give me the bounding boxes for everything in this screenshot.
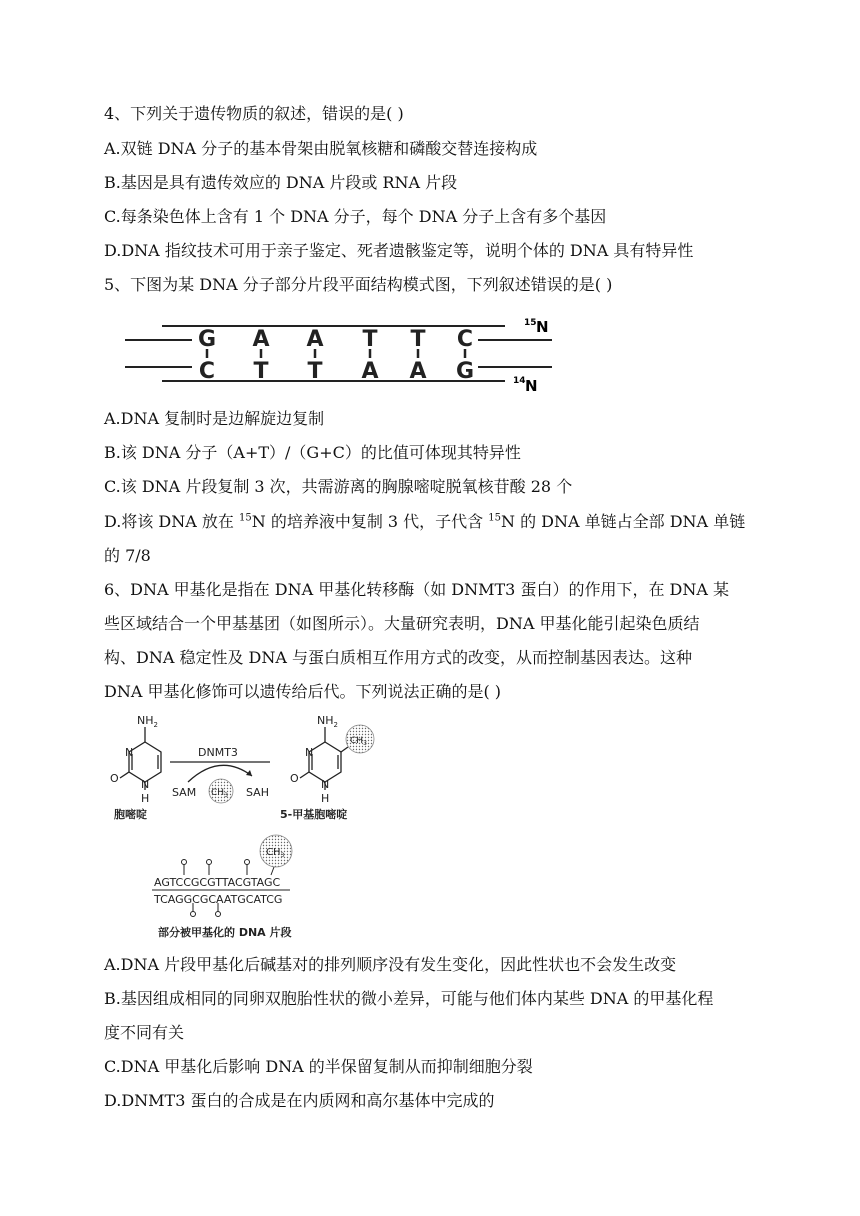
bottom-base-4: A: [361, 359, 379, 384]
q6-stem-line-3: 构、DNA 稳定性及 DNA 与蛋白质相互作用方式的改变，从而控制基因表达。这种: [104, 648, 693, 667]
bottom-base-3: T: [307, 359, 323, 384]
q4-option-d: D.DNA 指纹技术可用于亲子鉴定、死者遗骸鉴定等，说明个体的 DNA 具有特异性: [104, 241, 694, 260]
methylcytosine-n3: N: [305, 746, 314, 759]
q4-option-c: C.每条染色体上含有 1 个 DNA 分子，每个 DNA 分子上含有多个基因: [104, 207, 607, 226]
bottom-base-6: G: [455, 359, 475, 384]
top-base-5: T: [410, 327, 426, 352]
q6-option-a: A.DNA 片段甲基化后碱基对的排列顺序没有发生变化，因此性状也不会发生改变: [104, 955, 677, 974]
reaction-arrow: [170, 746, 270, 803]
cytosine-n3: N: [125, 746, 134, 759]
label-14n: N: [525, 377, 538, 395]
q6-stem-line-2: 些区域结合一个甲基基团（如图所示）。大量研究表明，DNA 甲基化能引起染色质结: [104, 614, 700, 633]
q4-stem: 4、下列关于遗传物质的叙述，错误的是( ): [104, 104, 404, 123]
dna-sequence-bottom: TCAGGCGCAATGCATCG: [154, 893, 283, 906]
bottom-base-2: T: [253, 359, 269, 384]
dna-methylation-figure: [100, 712, 390, 944]
top-base-6: C: [456, 327, 474, 352]
ch3-label-sam: $CH_3$: [211, 788, 228, 799]
q5-option-a: A.DNA 复制时是边解旋边复制: [104, 409, 325, 428]
methylcytosine-h: H: [321, 792, 330, 805]
q5-stem: 5、下图为某 DNA 分子部分片段平面结构模式图，下列叙述错误的是( ): [104, 275, 613, 294]
top-base-3: A: [306, 327, 324, 352]
q6-option-d: D.DNMT3 蛋白的合成是在内质网和高尔基体中完成的: [104, 1091, 495, 1110]
q6-option-b: B.基因组成相同的同卵双胞胎性状的微小差异，可能与他们体内某些 DNA 的甲基化程: [104, 989, 714, 1008]
ch3-label-fragment: $CH_3$: [266, 847, 285, 859]
q4-option-a: A.双链 DNA 分子的基本骨架由脱氧核糖和磷酸交替连接构成: [104, 139, 538, 158]
q4-option-b: B.基因是具有遗传效应的 DNA 片段或 RNA 片段: [104, 173, 458, 192]
dna-sequence-top: AGTCCGCGTTACGTAGC: [154, 876, 281, 889]
q6-stem-line-4: DNA 甲基化修饰可以遗传给后代。下列说法正确的是( ): [104, 682, 502, 701]
label-15n-sup: 15: [524, 318, 537, 328]
dna-double-strand-figure: [120, 312, 570, 402]
top-base-4: T: [362, 327, 378, 352]
cytosine-h: H: [141, 792, 150, 805]
label-14n-sup: 14: [513, 376, 526, 386]
cytosine-caption: 胞嘧啶: [114, 808, 147, 821]
top-base-1: G: [197, 327, 217, 352]
methylcytosine-o: O: [290, 772, 299, 785]
label-15n: N: [536, 318, 549, 336]
methylcytosine-n1: N: [321, 778, 330, 791]
sam-label: SAM: [172, 786, 197, 799]
q6-stem-line-1: 6、DNA 甲基化是指在 DNA 甲基化转移酶（如 DNMT3 蛋白）的作用下，在 DNA 某: [104, 580, 729, 599]
q5-option-b: B.该 DNA 分子（A+T）/（G+C）的比值可体现其特异性: [104, 443, 521, 462]
ch3-label-product: $CH_3$: [350, 736, 367, 747]
sah-label: SAH: [246, 786, 269, 799]
top-base-2: A: [252, 327, 270, 352]
dna-fragment-caption: 部分被甲基化的 DNA 片段: [158, 926, 292, 939]
methylcytosine-nh2: $NH_2$: [317, 714, 338, 729]
cytosine-nh2: $NH_2$: [137, 714, 158, 729]
q5-option-d-cont: 的 7/8: [104, 546, 151, 565]
cytosine-n1: N: [141, 778, 150, 791]
bottom-base-5: A: [409, 359, 427, 384]
cytosine-o: O: [110, 772, 119, 785]
enzyme-label: DNMT3: [198, 746, 238, 759]
methylated-dna-fragment: [152, 835, 292, 939]
q6-option-c: C.DNA 甲基化后影响 DNA 的半保留复制从而抑制细胞分裂: [104, 1057, 533, 1076]
q5-option-c: C.该 DNA 片段复制 3 次，共需游离的胸腺嘧啶脱氧核苷酸 28 个: [104, 477, 573, 496]
methylcytosine-caption: 5-甲基胞嘧啶: [280, 808, 348, 821]
q6-option-b-cont: 度不同有关: [104, 1023, 185, 1042]
bottom-base-1: C: [198, 359, 216, 384]
q5-option-d: D.将该 DNA 放在 $^{15}$N 的培养液中复制 3 代，子代含 $^{15}$N 的 DNA 单链占全部 DNA 单链: [104, 512, 746, 531]
